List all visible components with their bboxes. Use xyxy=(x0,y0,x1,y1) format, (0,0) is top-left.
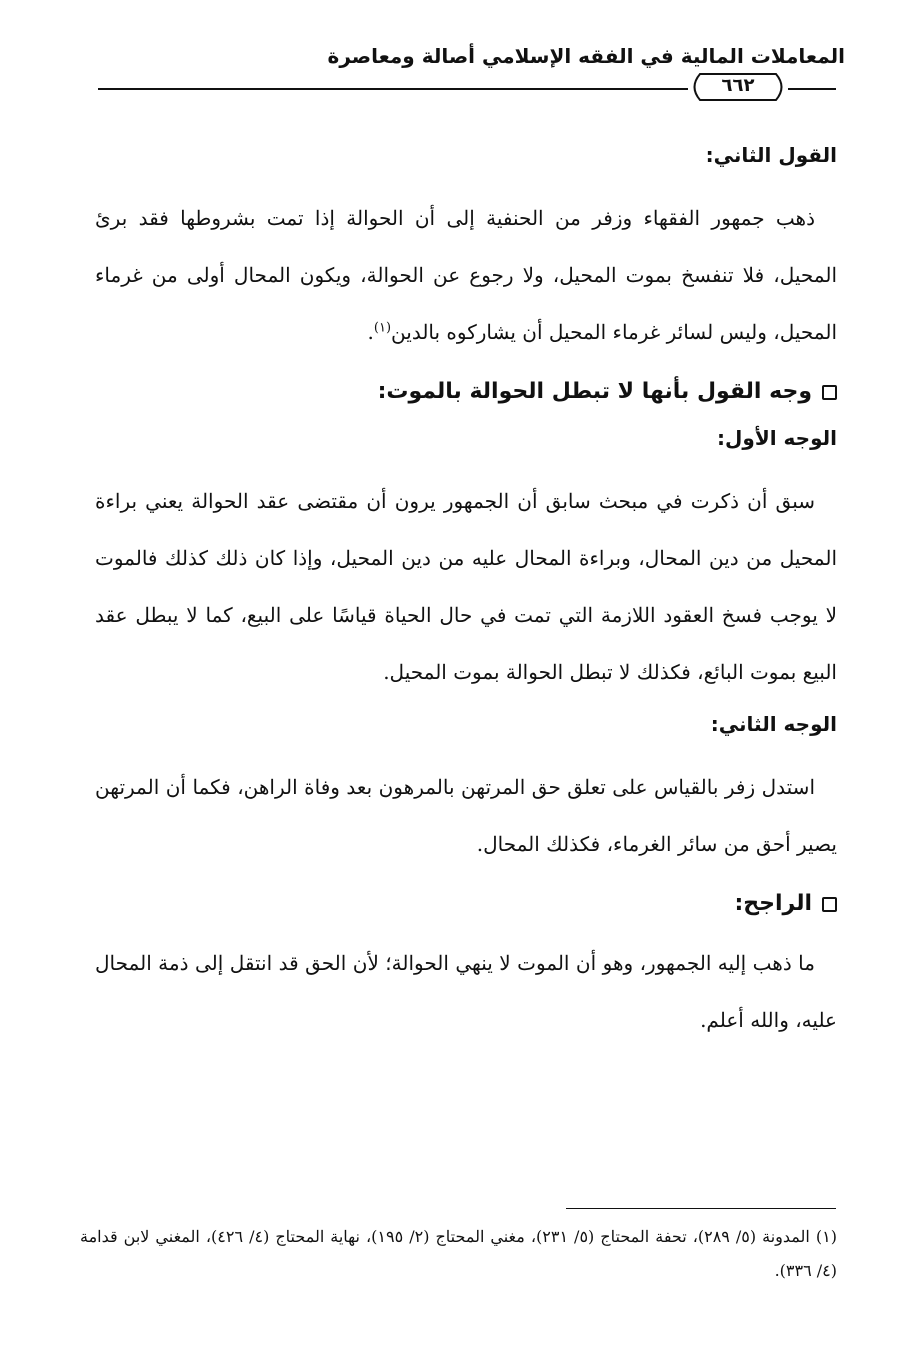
section-heading-reason-text: وجه القول بأنها لا تبطل الحوالة بالموت: xyxy=(377,379,812,404)
paragraph-1-end: . xyxy=(367,320,374,344)
paragraph-1 xyxy=(95,190,837,361)
running-title: المعاملات المالية في الفقه الإسلامي أصالة ومعاصرة xyxy=(327,44,845,68)
paragraph-2: سبق أن ذكرت في مبحث سابق أن الجمهور يرون أن مقتضى عقد الحوالة يعني براءة المحيل من دين المحال، وبراءة المحال عليه من دين المحيل، وإذا كان ذلك كذلك فالموت لا يوجب فسخ العقود اللازمة التي تمت في حال الحياة قياسًا على البيع، كما لا يبطل عقد البيع بموت البائع، فكذلك لا تبطل الحوالة بموت المحيل. xyxy=(95,489,837,684)
checkbox-icon xyxy=(822,897,837,912)
page-number-badge xyxy=(688,72,788,102)
paragraph-3: استدل زفر بالقياس على تعلق حق المرتهن بالمرهون بعد وفاة الراهن، فكما أن المرتهن يصير أحق من سائر الغرماء، فكذلك المحال. xyxy=(95,775,837,856)
paragraph-4: ما ذهب إليه الجمهور، وهو أن الموت لا ينهي الحوالة؛ لأن الحق قد انتقل إلى ذمة المحال عليه، والله أعلم. xyxy=(95,951,837,1032)
heading-first-aspect: الوجه الأول: xyxy=(717,426,837,450)
heading-second-aspect: الوجه الثاني: xyxy=(710,712,837,736)
footnote-1: (١) المدونة (٥/ ٢٨٩)، تحفة المحتاج (٥/ ٢٣١)، مغني المحتاج (٢/ ١٩٥)، نهاية المحتاج (٤/ ٤٢٦)، المغني لابن قدامة (٤/ ٣٣٦). xyxy=(80,1227,837,1280)
footnote-rule xyxy=(566,1208,836,1209)
checkbox-icon xyxy=(822,385,837,400)
heading-second-opinion: القول الثاني: xyxy=(705,143,837,167)
footnotes xyxy=(80,1220,837,1288)
section-heading-preferred xyxy=(95,887,837,921)
page-number: ٦٦٢ xyxy=(721,75,755,96)
section-heading-reason xyxy=(95,375,837,409)
main-text xyxy=(95,140,837,1057)
section-heading-preferred-text: الراجح: xyxy=(734,891,812,916)
paragraph-1-text: ذهب جمهور الفقهاء وزفر من الحنفية إلى أن الحوالة إذا تمت بشروطها فقد برئ المحيل، فلا تنفسخ بموت المحيل، ولا رجوع عن الحوالة، ويكون المحال أولى من غرماء المحيل، وليس لسائر غرماء المحيل أن يشاركوه بالدين xyxy=(95,206,837,344)
footnote-ref-1[interactable]: (١) xyxy=(373,320,392,336)
